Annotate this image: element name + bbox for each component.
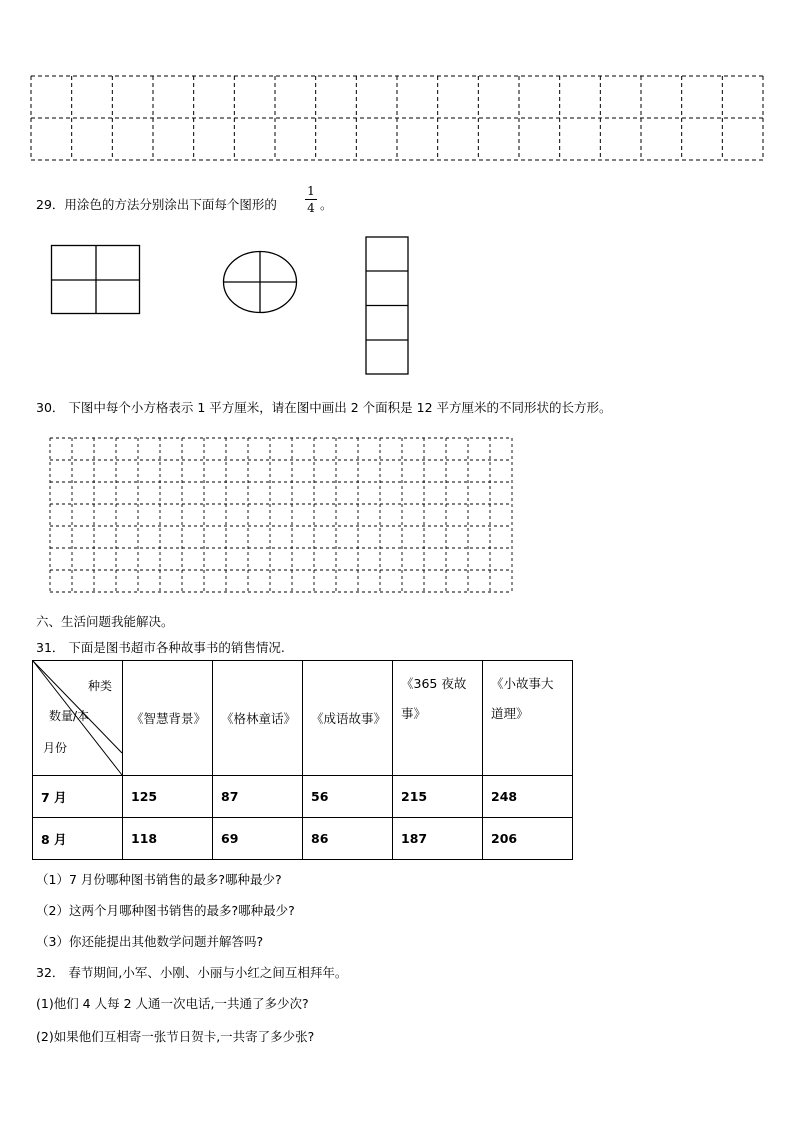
sales-table xyxy=(32,660,573,860)
q32-sub-2: (2)如果他们互相寄一张节日贺卡,一共寄了多少张? xyxy=(36,1029,315,1044)
column-header: 《智慧背景》 xyxy=(123,661,213,776)
column-header: 《小故事大 道理》 xyxy=(483,661,573,776)
section-6-title: 六、生活问题我能解决。 xyxy=(36,614,174,629)
table-cell: 86 xyxy=(303,818,393,860)
corner-label-month: 月份 xyxy=(43,741,68,755)
corner-header-cell xyxy=(33,661,123,776)
table-cell: 56 xyxy=(303,776,393,818)
fraction-denominator: 4 xyxy=(307,201,315,215)
corner-label-quantity: 数量/本 xyxy=(49,709,90,723)
fraction-bar xyxy=(305,199,317,200)
fraction-numerator: 1 xyxy=(307,184,315,198)
table-cell: 206 xyxy=(483,818,573,860)
q31-sub-3: （3）你还能提出其他数学问题并解答吗? xyxy=(36,934,264,949)
q29-text: 29．用涂色的方法分别涂出下面每个图形的 xyxy=(36,197,277,212)
q31-sub-1: （1）7 月份哪种图书销售的最多?哪种最少? xyxy=(36,872,282,887)
writing-grid xyxy=(0,0,794,170)
table-cell: 118 xyxy=(123,818,213,860)
column-header: 《格林童话》 xyxy=(213,661,303,776)
square-figure xyxy=(51,245,141,315)
q31-sub-2: （2）这两个月哪种图书销售的最多?哪种最少? xyxy=(36,903,295,918)
column-header: 《365 夜故 事》 xyxy=(393,661,483,776)
table-row xyxy=(33,776,573,818)
question-29 xyxy=(36,195,277,213)
rectangle-figure xyxy=(365,236,409,376)
column-header: 《成语故事》 xyxy=(303,661,393,776)
question-32: 32． 春节期间,小军、小刚、小丽与小红之间互相拜年。 xyxy=(36,965,348,980)
table-cell: 125 xyxy=(123,776,213,818)
corner-label-type: 种类 xyxy=(88,679,113,693)
question-31: 31． 下面是图书超市各种故事书的销售情况. xyxy=(36,640,285,655)
q29-fraction xyxy=(305,185,317,214)
question-30: 30． 下图中每个小方格表示 1 平方厘米，请在图中画出 2 个面积是 12 平方厘米的不同形状的长方形。 xyxy=(36,400,612,415)
square-cm-grid xyxy=(0,430,794,630)
row-month: 8 月 xyxy=(33,818,123,860)
table-cell: 215 xyxy=(393,776,483,818)
table-cell: 187 xyxy=(393,818,483,860)
q32-sub-1: (1)他们 4 人每 2 人通一次电话,一共通了多少次? xyxy=(36,996,309,1011)
table-cell: 69 xyxy=(213,818,303,860)
table-cell: 248 xyxy=(483,776,573,818)
circle-figure xyxy=(222,250,298,314)
table-header-row xyxy=(33,661,573,776)
table-cell: 87 xyxy=(213,776,303,818)
row-month: 7 月 xyxy=(33,776,123,818)
q29-suffix: 。 xyxy=(320,197,333,212)
table-row xyxy=(33,818,573,860)
